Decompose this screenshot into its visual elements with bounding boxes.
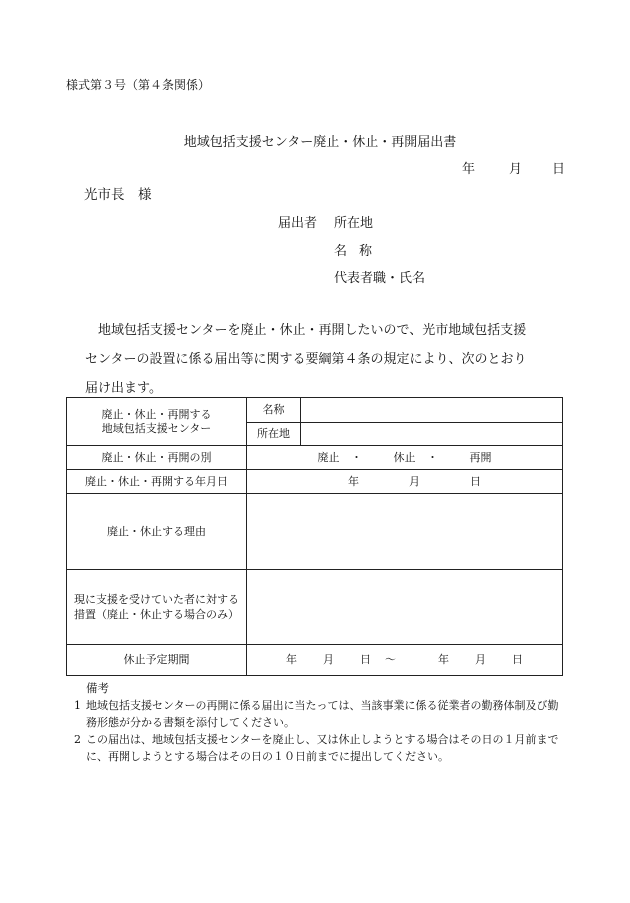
note-number: 2 (74, 733, 81, 746)
notification-form-table (66, 397, 563, 676)
effective-day: 日 (470, 474, 481, 488)
form-number: 様式第３号（第４条関係） (66, 78, 211, 92)
applicant-address-label: 所在地 (334, 216, 374, 231)
reason-label: 廃止・休止する理由 (67, 494, 247, 570)
period-start-day: 日 (360, 653, 371, 666)
addressee: 光市長 様 (84, 187, 152, 203)
submission-date (462, 158, 565, 177)
type-options[interactable] (247, 446, 563, 470)
document-title: 地域包括支援センター廃止・休止・再開届出書 (183, 135, 457, 150)
measures-label: 現に支援を受けていた者に対する措置（廃止・休止する場合のみ） (67, 570, 247, 645)
date-year: 年 (462, 162, 476, 177)
applicant-representative-label: 代表者職・氏名 (334, 271, 426, 286)
effective-year: 年 (348, 474, 359, 488)
type-option-abolish[interactable]: 廃止 (317, 450, 340, 464)
period-tilde: 〜 (385, 653, 396, 666)
date-day: 日 (552, 162, 566, 177)
declaration-text (76, 316, 566, 403)
note-item (74, 697, 564, 731)
period-start-month: 月 (323, 653, 334, 666)
effective-date-label: 廃止・休止・再開する年月日 (67, 470, 247, 494)
note-text: この届出は、地域包括支援センターを廃止し、又は休止しようとする場合はその日の１月前までに、再開しようとする場合はその日の１０日前までに提出してください。 (86, 733, 559, 763)
center-label-line-2: 地域包括支援センター (101, 421, 212, 435)
period-start-year: 年 (286, 653, 297, 666)
period-end-month: 月 (475, 653, 486, 666)
center-name-label: 名称 (247, 398, 301, 423)
type-separator: ・ (427, 450, 438, 464)
type-option-suspend[interactable]: 休止 (393, 450, 416, 464)
center-address-label: 所在地 (247, 423, 301, 446)
type-label: 廃止・休止・再開の別 (67, 446, 247, 470)
date-month: 月 (509, 162, 523, 177)
center-address-field[interactable] (301, 423, 563, 446)
suspension-period-field[interactable] (247, 645, 563, 676)
suspension-period-label: 休止予定期間 (67, 645, 247, 676)
measures-field[interactable] (247, 570, 563, 645)
center-label-line-1: 廃止・休止・再開する (101, 407, 212, 421)
period-end-day: 日 (512, 653, 523, 666)
period-end-year: 年 (438, 653, 449, 666)
center-label-cell (67, 398, 247, 446)
declaration-line-3: 届け出ます。 (85, 381, 162, 396)
applicant-name-label: 名称 (334, 244, 385, 259)
type-separator: ・ (351, 450, 362, 464)
declaration-line-1: 地域包括支援センターを廃止・休止・再開したいので、光市地域包括支援 (98, 323, 527, 338)
effective-date-field[interactable] (247, 470, 563, 494)
declaration-line-2: センターの設置に係る届出等に関する要綱第４条の規定により、次のとおり (85, 352, 527, 367)
reason-field[interactable] (247, 494, 563, 570)
notes-title: 備考 (86, 681, 109, 695)
note-item (74, 731, 564, 765)
type-option-resume[interactable]: 再開 (469, 450, 492, 464)
center-name-field[interactable] (301, 398, 563, 423)
applicant-label: 届出者 (278, 216, 318, 231)
note-text: 地域包括支援センターの再開に係る届出に当たっては、当該事業に係る従業者の勤務体制及び勤務形態が分かる書類を添付してください。 (86, 699, 559, 729)
effective-month: 月 (409, 474, 420, 488)
note-number: 1 (74, 699, 81, 712)
